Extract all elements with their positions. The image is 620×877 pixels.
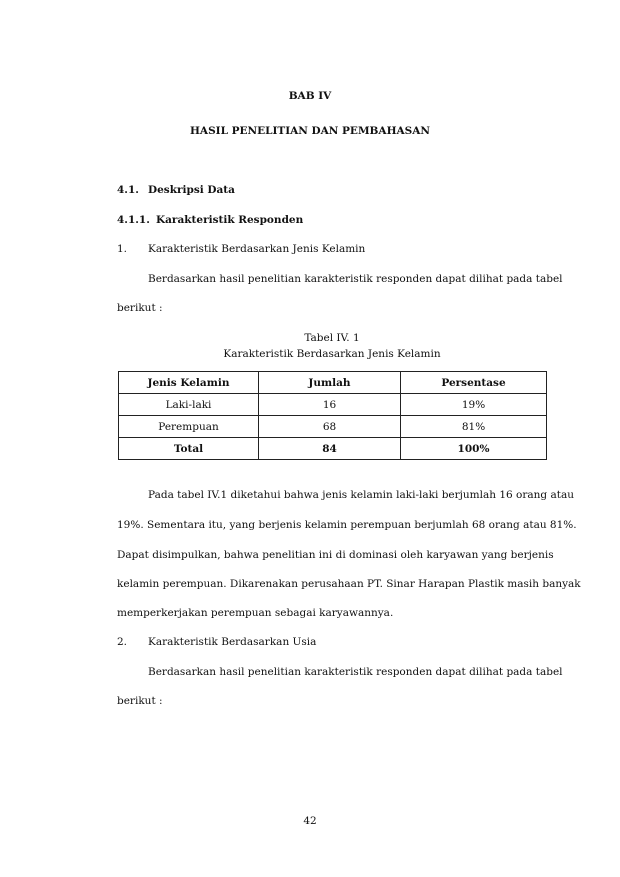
- table-header-cell: Jumlah: [259, 372, 401, 394]
- item2-number: 2.: [117, 636, 128, 648]
- item1-intro-line2: berikut :: [117, 302, 163, 314]
- analysis-line: 19%. Sementara itu, yang berjenis kelamin perempuan berjumlah 68 orang atau 81%.: [117, 519, 577, 531]
- table-row: [119, 394, 547, 416]
- table-cell: 16: [259, 394, 401, 416]
- section-number: 4.1.: [117, 184, 139, 196]
- page-number: 42: [303, 815, 317, 827]
- chapter-number: BAB IV: [288, 90, 332, 102]
- item1-title: Karakteristik Berdasarkan Jenis Kelamin: [148, 243, 366, 255]
- table-cell: 84: [259, 438, 401, 460]
- analysis-line: kelamin perempuan. Dikarenakan perusahaan PT. Sinar Harapan Plastik masih banyak: [117, 578, 581, 590]
- table-total-row: [119, 438, 547, 460]
- table-caption-title: Karakteristik Berdasarkan Jenis Kelamin: [223, 348, 441, 360]
- table-header-row: [119, 372, 547, 394]
- analysis-line: Dapat disimpulkan, bahwa penelitian ini di dominasi oleh karyawan yang berjenis: [117, 549, 554, 561]
- analysis-line: memperkerjakan perempuan sebagai karyawannya.: [117, 607, 394, 619]
- table-cell: Laki-laki: [119, 394, 259, 416]
- chapter-title: HASIL PENELITIAN DAN PEMBAHASAN: [190, 125, 430, 137]
- table-cell: 68: [259, 416, 401, 438]
- table-row: [119, 416, 547, 438]
- table-cell: 81%: [401, 416, 547, 438]
- item2-intro-line2: berikut :: [117, 695, 163, 707]
- gender-table: [118, 371, 547, 460]
- table-cell: 19%: [401, 394, 547, 416]
- subsection-title: Karakteristik Responden: [156, 214, 304, 226]
- table-cell: Total: [119, 438, 259, 460]
- table-header-cell: Persentase: [401, 372, 547, 394]
- table-header-cell: Jenis Kelamin: [119, 372, 259, 394]
- item1-number: 1.: [117, 243, 128, 255]
- table-cell: 100%: [401, 438, 547, 460]
- item2-intro-line1: Berdasarkan hasil penelitian karakteristik responden dapat dilihat pada tabel: [148, 666, 563, 678]
- table-cell: Perempuan: [119, 416, 259, 438]
- section-title: Deskripsi Data: [148, 184, 235, 196]
- item2-title: Karakteristik Berdasarkan Usia: [148, 636, 317, 648]
- table-caption-number: Tabel IV. 1: [304, 332, 360, 344]
- item1-intro-line1: Berdasarkan hasil penelitian karakteristik responden dapat dilihat pada tabel: [148, 273, 563, 285]
- subsection-number: 4.1.1.: [117, 214, 150, 226]
- analysis-line: Pada tabel IV.1 diketahui bahwa jenis kelamin laki-laki berjumlah 16 orang atau: [148, 489, 574, 501]
